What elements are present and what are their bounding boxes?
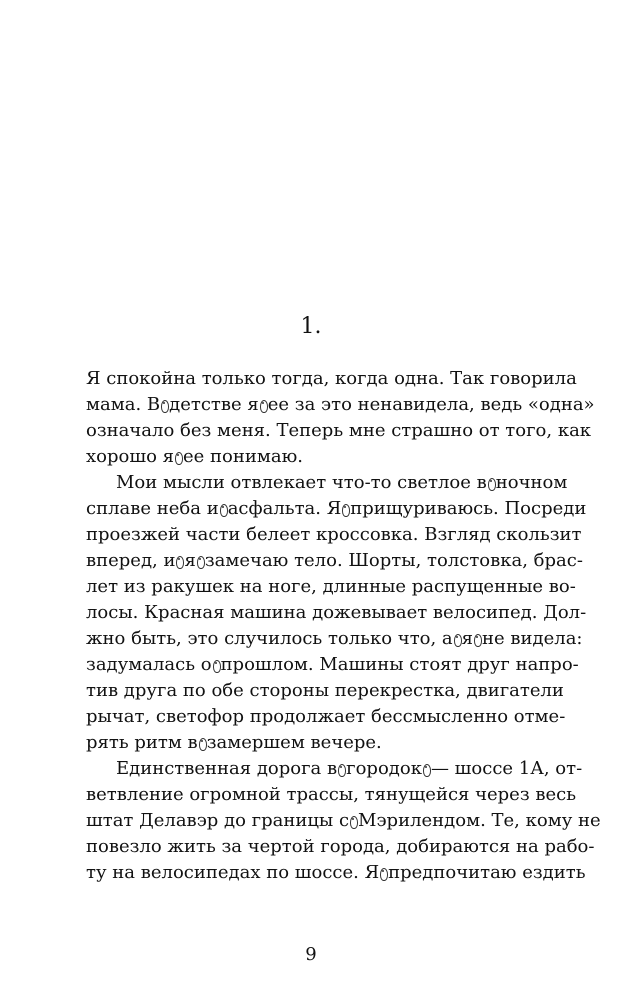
page-number: 9 (305, 944, 317, 965)
chapter-title: 1. (300, 314, 322, 339)
text-line: означало без меня. Теперь мне страшно от того, как (86, 420, 592, 441)
text-line: рять ритм в замершем вечере. (86, 732, 382, 753)
text-line: сплаве неба и асфальта. Я прищуриваюсь. Посреди (86, 498, 587, 519)
missing-glyph-icon (422, 763, 431, 777)
missing-glyph-icon (341, 503, 350, 517)
text-line: хорошо я ее понимаю. (86, 446, 303, 467)
text-line: лосы. Красная машина дожевывает велосипед. Дол- (86, 602, 587, 623)
text-line: проезжей части белеет кроссовка. Взгляд скользит (86, 524, 582, 545)
missing-glyph-icon (453, 633, 462, 647)
missing-glyph-icon (219, 503, 228, 517)
text-line: Мои мысли отвлекает что-то светлое в ночном (116, 472, 568, 493)
missing-glyph-icon (160, 399, 169, 413)
missing-glyph-icon (379, 867, 388, 881)
missing-glyph-icon (473, 633, 482, 647)
missing-glyph-icon (175, 555, 184, 569)
text-line: задумалась о прошлом. Машины стоят друг напро- (86, 654, 579, 675)
text-line: Единственная дорога в городок — шоссе 1А, от- (116, 758, 583, 779)
missing-glyph-icon (487, 477, 496, 491)
text-line: повезло жить за чертой города, добираются на рабо- (86, 836, 595, 857)
text-line: рычат, светофор продолжает бессмысленно отме- (86, 706, 566, 727)
missing-glyph-icon (337, 763, 346, 777)
missing-glyph-icon (174, 451, 183, 465)
missing-glyph-icon (349, 815, 358, 829)
missing-glyph-icon (196, 555, 205, 569)
text-line: Я спокойна только тогда, когда одна. Так говорила (86, 368, 577, 389)
text-line: ветвление огромной трассы, тянущейся через весь (86, 784, 577, 805)
text-line: ту на велосипедах по шоссе. Я предпочитаю ездить (86, 862, 586, 883)
missing-glyph-icon (212, 659, 221, 673)
body-text (86, 366, 635, 886)
missing-glyph-icon (259, 399, 268, 413)
text-line: штат Делавэр до границы с Мэрилендом. Те, кому не (86, 810, 601, 831)
text-line: мама. В детстве я ее за это ненавидела, ведь «одна» (86, 394, 595, 415)
text-line: лет из ракушек на ноге, длинные распущенные во- (86, 576, 576, 597)
text-line: тив друга по обе стороны перекрестка, двигатели (86, 680, 564, 701)
text-line: жно быть, это случилось только что, а я не видела: (86, 628, 583, 649)
text-line: вперед, и я замечаю тело. Шорты, толстовка, брас- (86, 550, 583, 571)
missing-glyph-icon (198, 737, 207, 751)
